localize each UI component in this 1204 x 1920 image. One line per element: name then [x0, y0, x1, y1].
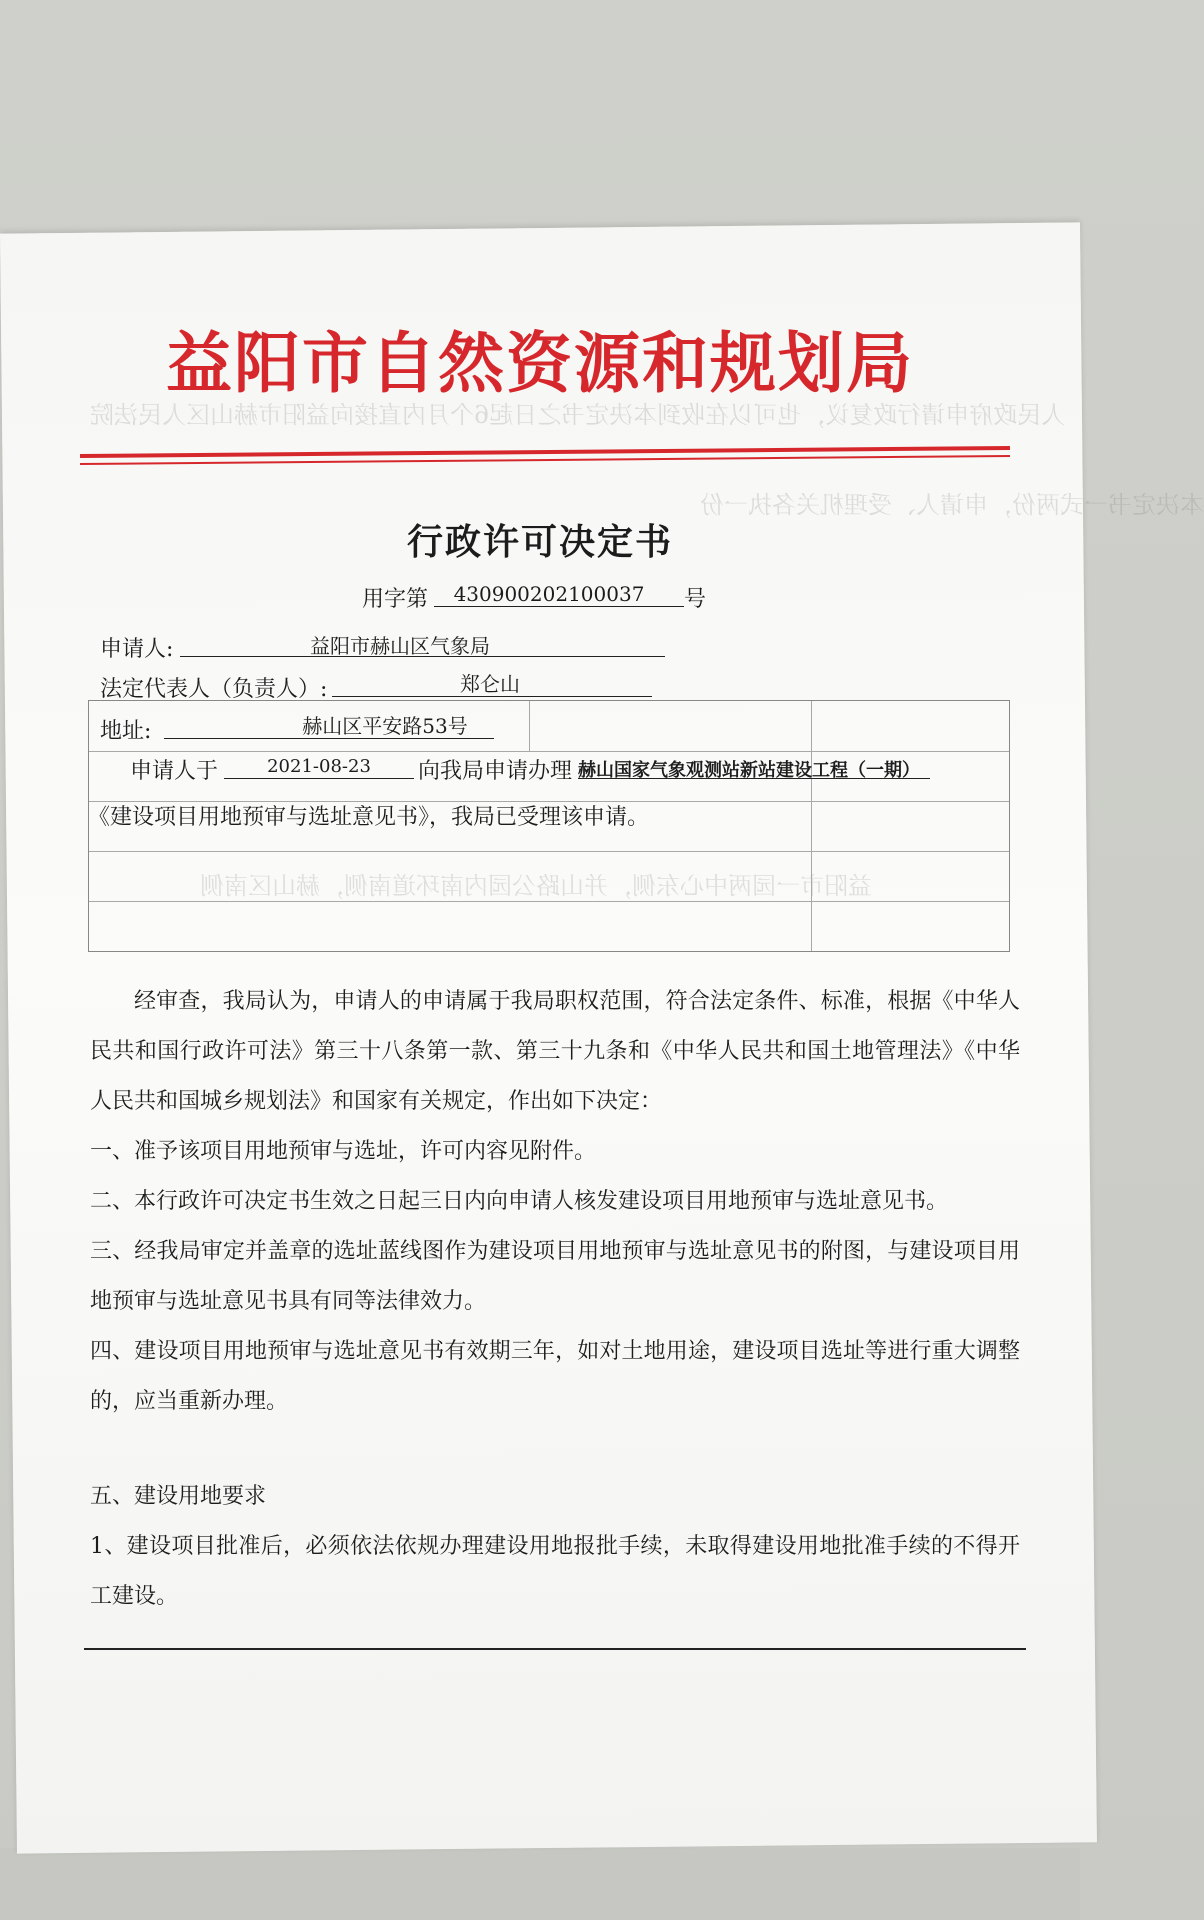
- application-date: 2021-08-23: [267, 756, 371, 777]
- doc-number-prefix: 用字第: [362, 587, 429, 612]
- bottom-rule: [84, 1648, 1026, 1650]
- decision-item-4: 四、建设项目用地预审与选址意见书有效期三年，如对土地用途，建设项目选址等进行重大调整的，应当重新办理。: [90, 1339, 1020, 1414]
- section-5-item-1: 1、建设项目批准后，必须依法依规办理建设用地报批手续，未取得建设用地批准手续的不得开工建设。: [90, 1534, 1020, 1609]
- bleed-through-text-2: 本决定书一式两份，申请人、受理机关各执一份: [700, 491, 1204, 519]
- decision-item-3: 三、经我局审定并盖章的选址蓝线图作为建设项目用地预审与选址意见书的附图，与建设项目用地预审与选址意见书具有同等法律效力。: [90, 1239, 1020, 1314]
- doc-number-suffix: 号: [684, 587, 707, 612]
- applicant-value: 益阳市赫山区气象局: [310, 634, 490, 658]
- bleed-through-table: 益阳市一园两中心东侧，并山路公园内南环道南侧，赫山区南侧: [200, 872, 872, 900]
- application-date-underline: [224, 778, 414, 779]
- doc-number-underline: [434, 606, 684, 607]
- letterhead-agency-name: 益阳市自然资源和规划局: [166, 325, 914, 402]
- application-project: 赫山国家气象观测站新站建设工程（一期）: [578, 760, 920, 781]
- decision-item-2: 二、本行政许可决定书生效之日起三日内向申请人核发建设项目用地预审与选址意见书。: [90, 1189, 949, 1214]
- decision-item-1: 一、准予该项目用地预审与选址，许可内容见附件。: [90, 1139, 597, 1164]
- address-value: 赫山区平安路53号: [302, 714, 468, 738]
- application-middle: 向我局申请办理: [418, 759, 573, 784]
- bleed-through-text: 人民政府申请行政复议，也可以在收到本决定书之日起6个月内直接向益阳市赫山区人民法院: [90, 401, 1066, 429]
- legal-rep-label: 法定代表人（负责人）:: [100, 677, 328, 702]
- desk-surface: [0, 1848, 1080, 1920]
- document-title: 行政许可决定书: [406, 521, 673, 563]
- application-line2: 《建设项目用地预审与选址意见书》，我局已受理该申请。: [88, 805, 650, 830]
- address-label: 地址:: [100, 719, 152, 744]
- section-5-title: 五、建设用地要求: [90, 1484, 267, 1509]
- doc-number-value: 430900202100037: [453, 582, 645, 606]
- review-paragraph: 经审查，我局认为，申请人的申请属于我局职权范围，符合法定条件、标准，根据《中华人民共和国行政许可法》第三十八条第一款、第三十九条和《中华人民共和国土地管理法》《中华人民共和国城乡规划法》和国家有关规定，作出如下决定：: [90, 989, 1020, 1114]
- application-lead: 申请人于: [130, 759, 219, 784]
- legal-rep-value: 郑仑山: [460, 672, 520, 696]
- applicant-label: 申请人:: [100, 637, 174, 662]
